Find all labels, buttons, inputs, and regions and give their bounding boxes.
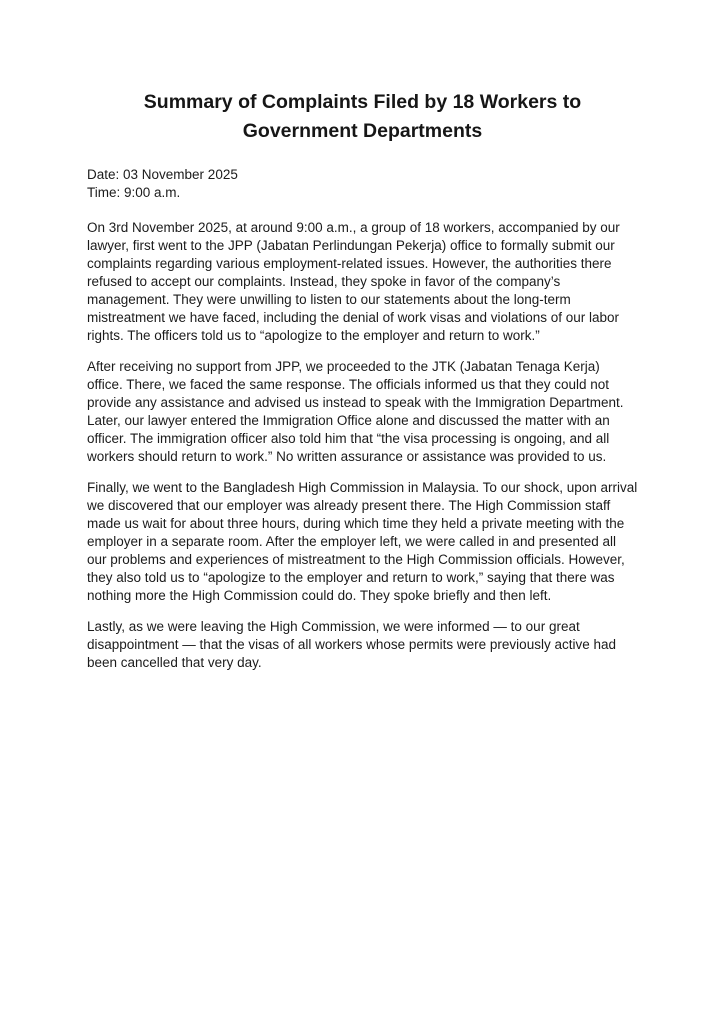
time-line: Time: 9:00 a.m.: [87, 185, 181, 200]
document-meta: [87, 166, 638, 202]
document-title: Summary of Complaints Filed by 18 Workers to Government Departments: [143, 91, 582, 142]
date-line: Date: 03 November 2025: [87, 167, 238, 182]
paragraph-jpp-visit: On 3rd November 2025, at around 9:00 a.m., a group of 18 workers, accompanied by our lawyer, first went to the JPP (Jabatan Perlindungan Pekerja) office to formally submit our complaints regarding various employment-related issues. However, the authorities there refused to accept our complaints. Instead, they spoke in favor of the company’s management. They were unwilling to listen to our statements about the long-term mistreatment we have faced, including the denial of work visas and violations of our labor rights. The officers told us to “apologize to the employer and return to work.”: [87, 220, 620, 343]
paragraph-high-commission: Finally, we went to the Bangladesh High Commission in Malaysia. To our shock, upon arrival we discovered that our employer was already present there. The High Commission staff made us wait for about three hours, during which time they held a private meeting with the employer in a separate room. After the employer left, we were called in and presented all our problems and experiences of mistreatment to the High Commission officials. However, they also told us to “apologize to the employer and return to work,” saying that there was nothing more the High Commission could do. They spoke briefly and then left.: [87, 480, 638, 603]
paragraph-visa-cancellation: Lastly, as we were leaving the High Commission, we were informed — to our great disappointment — that the visas of all workers whose permits were previously active had been cancelled that very day.: [87, 619, 616, 670]
paragraph-jtk-immigration: After receiving no support from JPP, we proceeded to the JTK (Jabatan Tenaga Kerja) office. There, we faced the same response. The officials informed us that they could not provide any assistance and advised us instead to speak with the Immigration Department. Later, our lawyer entered the Immigration Office alone and discussed the matter with an officer. The immigration officer also told him that “the visa processing is ongoing, and all workers should return to work.” No written assurance or assistance was provided to us.: [87, 359, 624, 464]
